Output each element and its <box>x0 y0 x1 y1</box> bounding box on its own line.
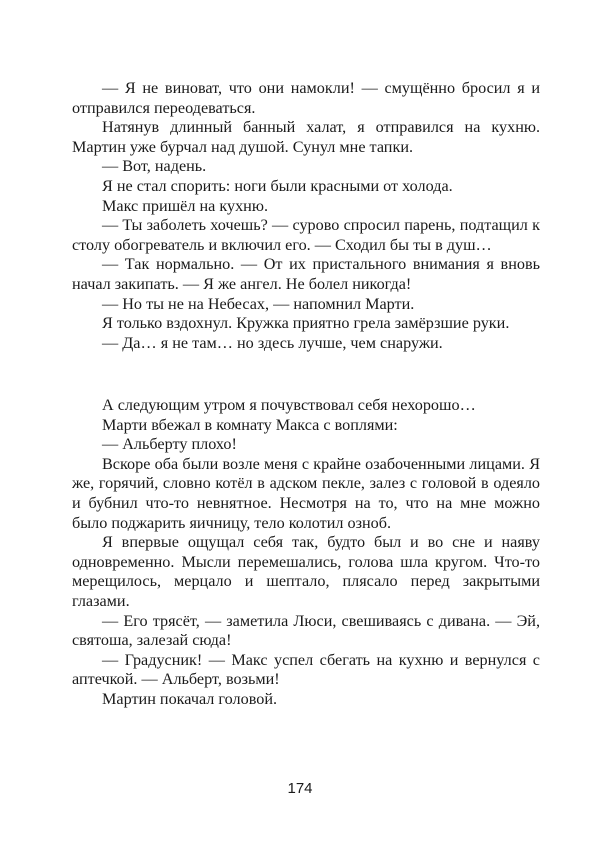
text-section-1 <box>72 79 540 353</box>
paragraph: — Я не виноват, что они намокли! — смущённо бросил я и отправился переодеваться. <box>72 79 540 117</box>
paragraph: Я не стал спорить: ноги были красными от холода. <box>102 176 453 195</box>
paragraph: Марти вбежал в комнату Макса с воплями: <box>102 415 398 434</box>
paragraph: — Вот, надень. <box>102 157 207 176</box>
paragraph: — Да… я не там… но здесь лучше, чем снаружи. <box>102 333 443 352</box>
paragraph: — Градусник! — Макс успел сбегать на кухню и вернулся с аптечкой. — Альберт, возьми! <box>72 650 540 689</box>
paragraph: Мартин покачал головой. <box>102 689 278 708</box>
paragraph: — Ты заболеть хочешь? — сурово спросил парень, подтащил к столу обогреватель и включил его. — Сходил бы ты в душ… <box>72 216 540 254</box>
paragraph: А следующим утром я почувствовал себя нехорошо… <box>102 396 476 414</box>
paragraph: — Его трясёт, — заметила Люси, свешиваясь с дивана. — Эй, святоша, залезай сюда! <box>72 611 540 650</box>
paragraph: Макс пришёл на кухню. <box>102 196 268 215</box>
page-number: 174 <box>287 780 313 797</box>
text-section-2 <box>72 396 540 710</box>
paragraph: — Так нормально. — От их пристального внимания я вновь начал закипать. — Я же ангел. Не болел никогда! <box>72 255 540 293</box>
paragraph: Натянув длинный банный халат, я отправился на кухню. Мартин уже бурчал над душой. Сунул мне тапки. <box>72 118 540 156</box>
paragraph: — Альберту плохо! <box>102 435 237 454</box>
paragraph: Вскоре оба были возле меня с крайне озабоченными лицами. Я же, горячий, словно котёл в адском пекле, залез с головой в одеяло и бубнил что-то невнятное. Несмотря на то, что на мне можно было поджарить яичницу, тело колотил озноб. <box>72 454 540 532</box>
paragraph: Я впервые ощущал себя так, будто был и во сне и наяву одновременно. Мысли перемешались, голова шла кругом. Что-то мерещилось, мерцало и шептало, плясало перед закрытыми глазами. <box>72 533 540 610</box>
paragraph: — Но ты не на Небесах, — напомнил Марти. <box>102 294 415 313</box>
paragraph: Я только вздохнул. Кружка приятно грела замёрзшие руки. <box>102 314 510 333</box>
